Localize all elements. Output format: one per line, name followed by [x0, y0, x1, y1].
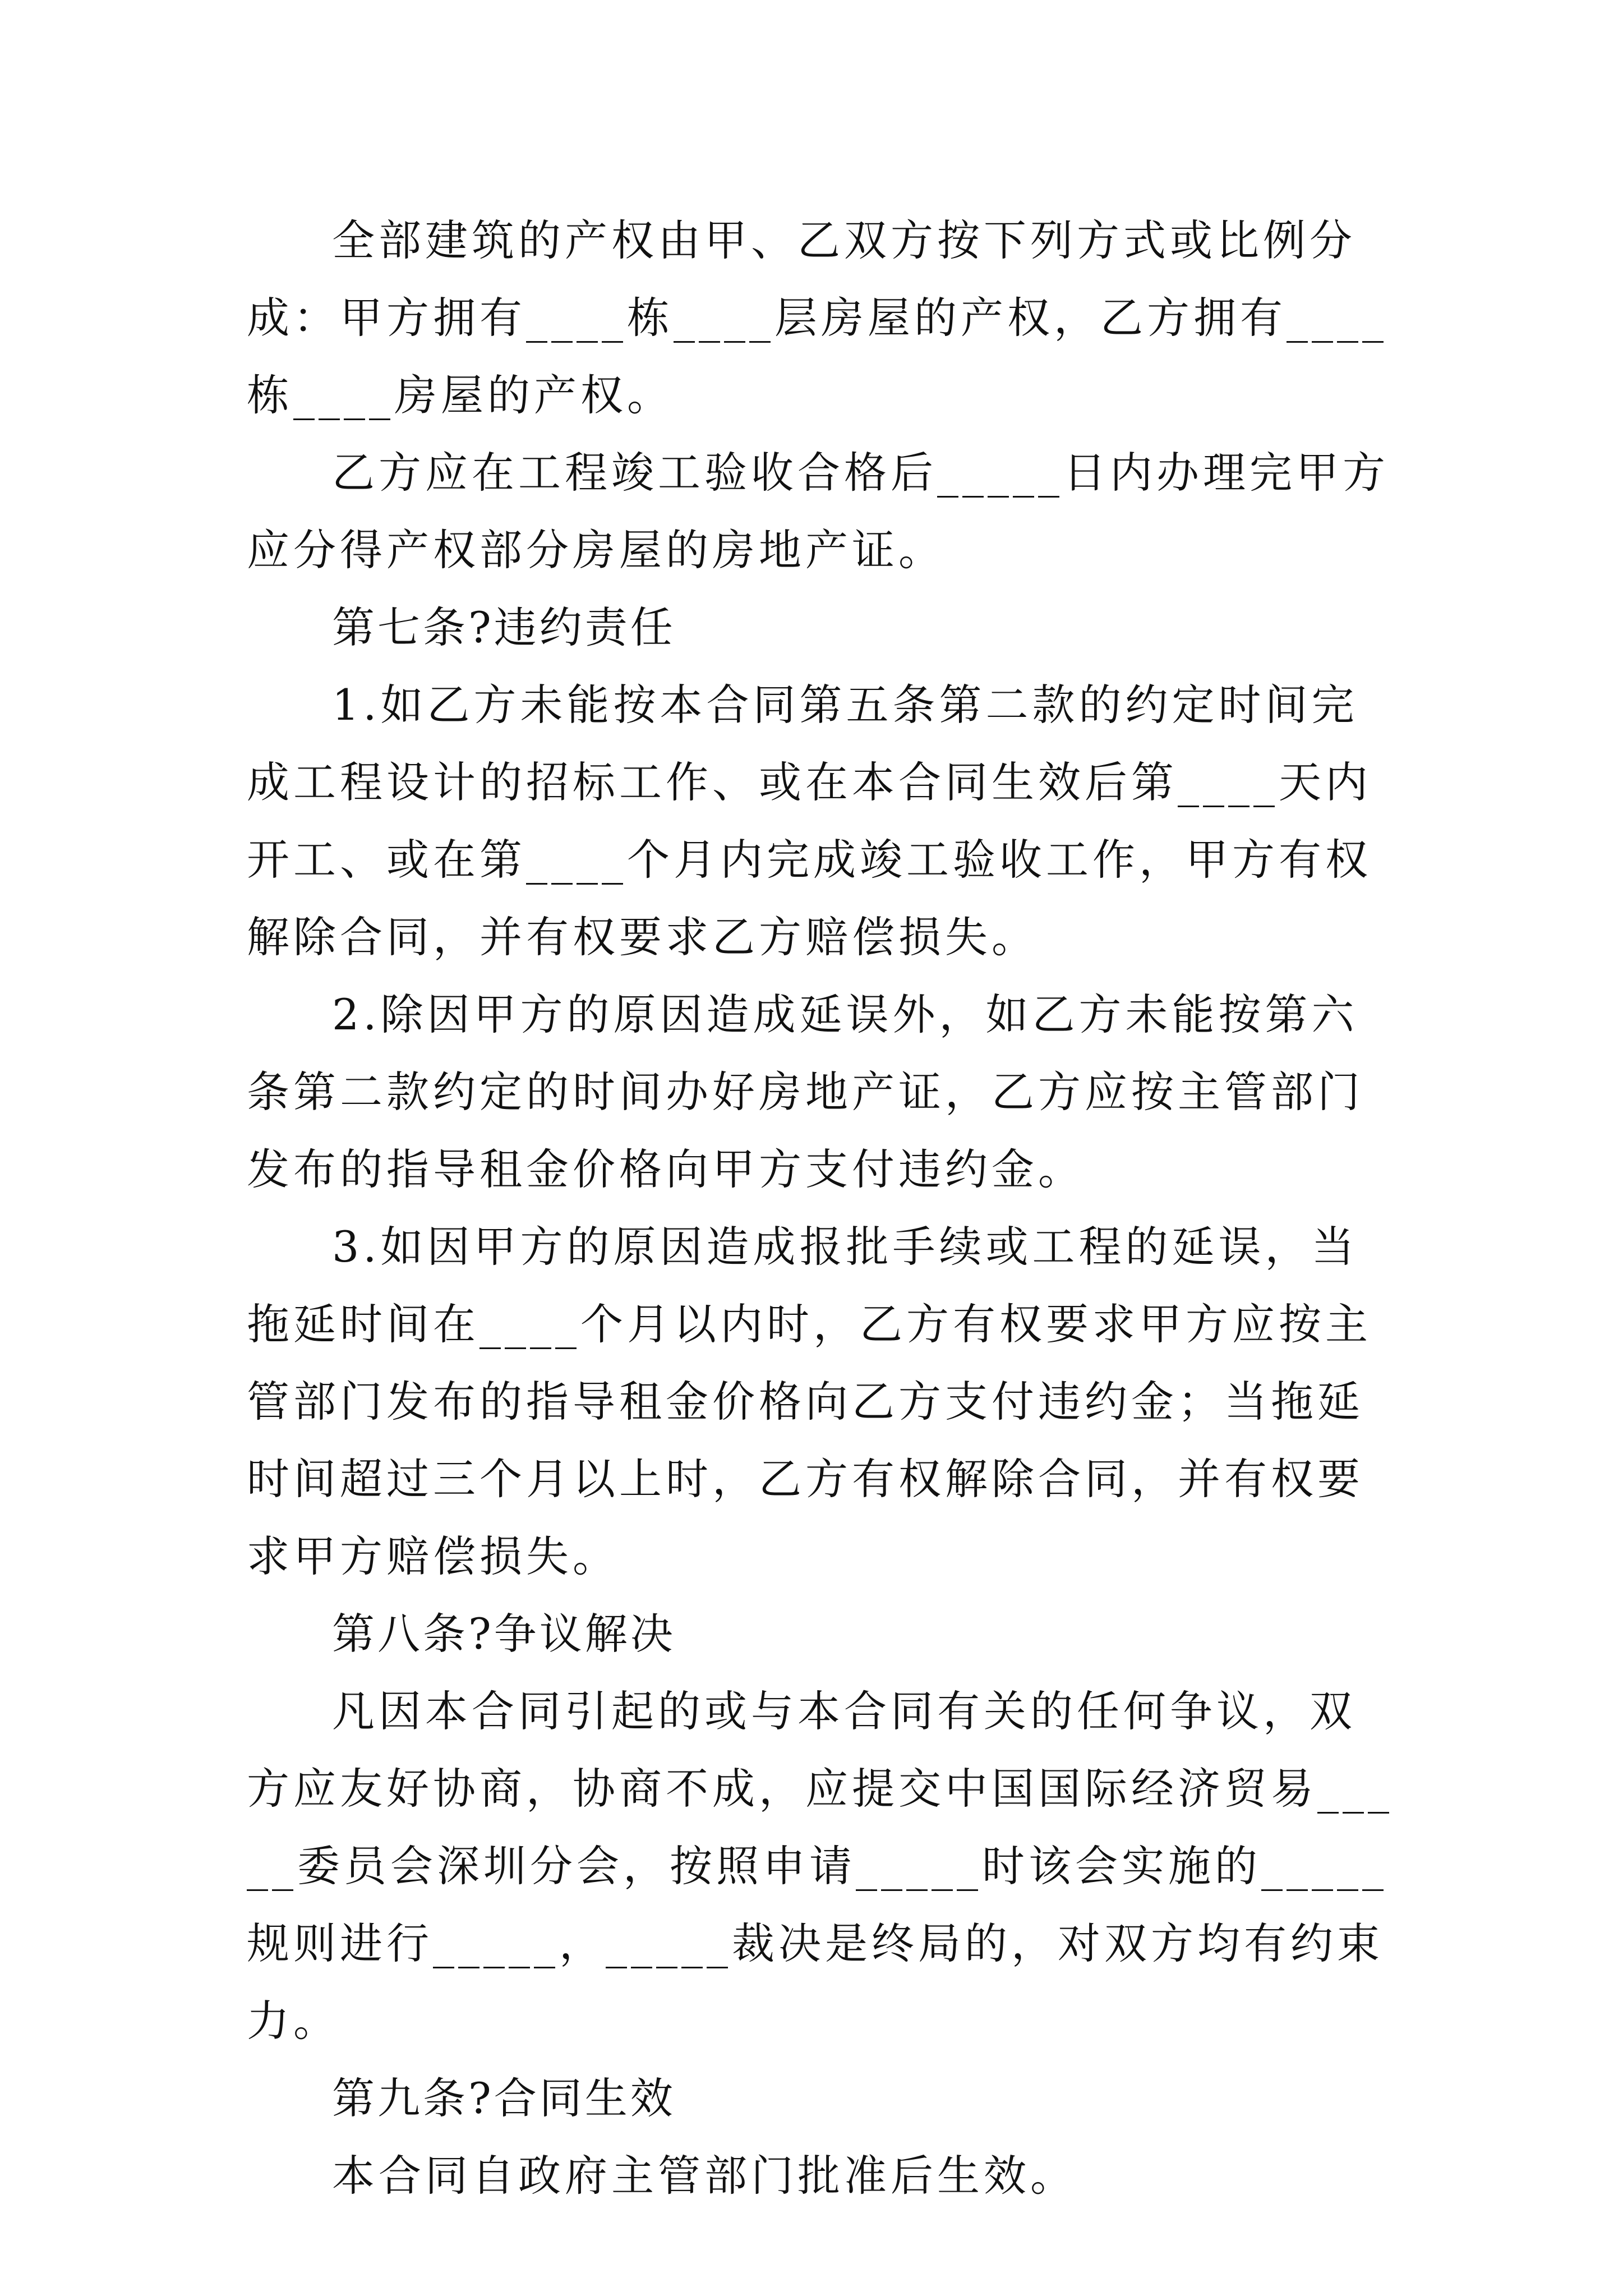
paragraph-breach-1: 1.如乙方未能按本合同第五条第二款的约定时间完成工程设计的招标工作、或在本合同生效后第____天内开工、或在第____个月内完成竣工验收工作，甲方有权解除合同，并有权要求乙方赔偿损失。 [247, 680, 1372, 962]
heading-article-9: 第九条?合同生效 [332, 2073, 676, 2123]
paragraph-property-division: 全部建筑的产权由甲、乙双方按下列方式或比例分成：甲方拥有____栋____层房屋的产权，乙方拥有____栋____房屋的产权。 [247, 215, 1387, 420]
paragraph-breach-3: 3.如因甲方的原因造成报批手续或工程的延误，当拖延时间在____个月以内时，乙方有权要求甲方应按主管部门发布的指导租金价格向乙方支付违约金；当拖延时间超过三个月以上时，乙方有权解除合同，并有权要求甲方赔偿损失。 [247, 1222, 1372, 1581]
paragraph-contract-effect: 本合同自政府主管部门批准后生效。 [332, 2151, 1077, 2201]
paragraph-dispute-resolution: 凡因本合同引起的或与本合同有关的任何争议，双方应友好协商，协商不成，应提交中国国际经济贸易_____委员会深圳分会，按照申请_____时该会实施的_____规则进行_____，_____裁决是终局的，对双方均有约束力。 [247, 1686, 1393, 2046]
paragraph-property-certificate: 乙方应在工程竣工验收合格后_____日内办理完甲方应分得产权部分房屋的房地产证。 [247, 448, 1389, 575]
paragraph-breach-2: 2.除因甲方的原因造成延误外，如乙方未能按第六条第二款约定的时间办好房地产证，乙方应按主管部门发布的指导租金价格向甲方支付违约金。 [247, 990, 1364, 1194]
heading-article-8: 第八条?争议解决 [332, 1609, 676, 1659]
document-body [247, 202, 1396, 2215]
heading-article-7: 第七条?违约责任 [332, 602, 676, 652]
